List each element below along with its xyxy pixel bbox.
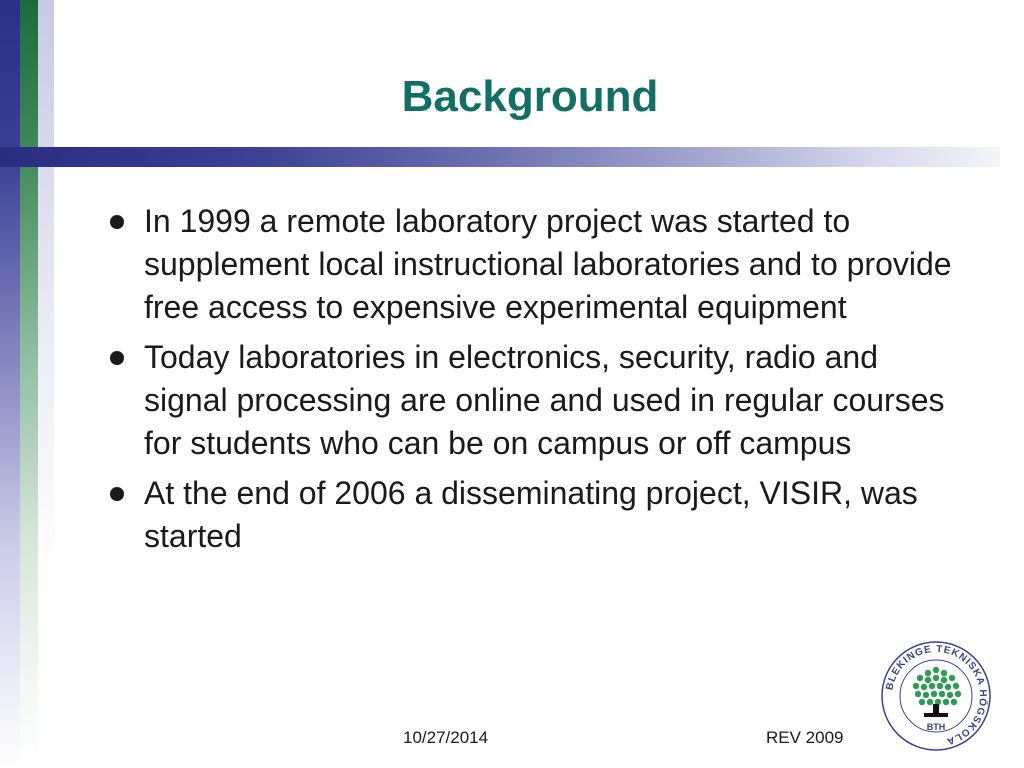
bth-seal-logo — [880, 640, 992, 752]
left-decorative-bar — [0, 0, 20, 768]
bullet-dot-icon — [110, 215, 124, 229]
left-light-bar — [38, 0, 54, 768]
bullet-dot-icon — [110, 487, 124, 501]
bullet-item — [106, 336, 966, 465]
bullet-item — [106, 200, 966, 329]
left-green-bar — [20, 0, 38, 768]
bullet-text: Today laboratories in electronics, security, radio and signal processing are online and used in regular courses for students who can be on campus or off campus — [144, 339, 945, 461]
bullet-dot-icon — [110, 351, 124, 365]
bullet-list — [106, 200, 966, 565]
footer-revision: REV 2009 — [766, 728, 844, 747]
bullet-text: In 1999 a remote laboratory project was started to supplement local instructional laboratories and to provide free access to expensive experimental equipment — [144, 203, 952, 325]
bullet-text: At the end of 2006 a disseminating project, VISIR, was started — [144, 475, 918, 554]
svg-text:BLEKINGE TEKNISKA HÖGSKOLA: BLEKINGE TEKNISKA HÖGSKOLA — [884, 643, 989, 747]
bullet-item — [106, 472, 966, 558]
slide-title: Background — [401, 72, 659, 121]
title-underline-band — [0, 147, 1000, 167]
footer-date: 10/27/2014 — [403, 728, 489, 747]
logo-abbr: BTH — [926, 722, 946, 732]
